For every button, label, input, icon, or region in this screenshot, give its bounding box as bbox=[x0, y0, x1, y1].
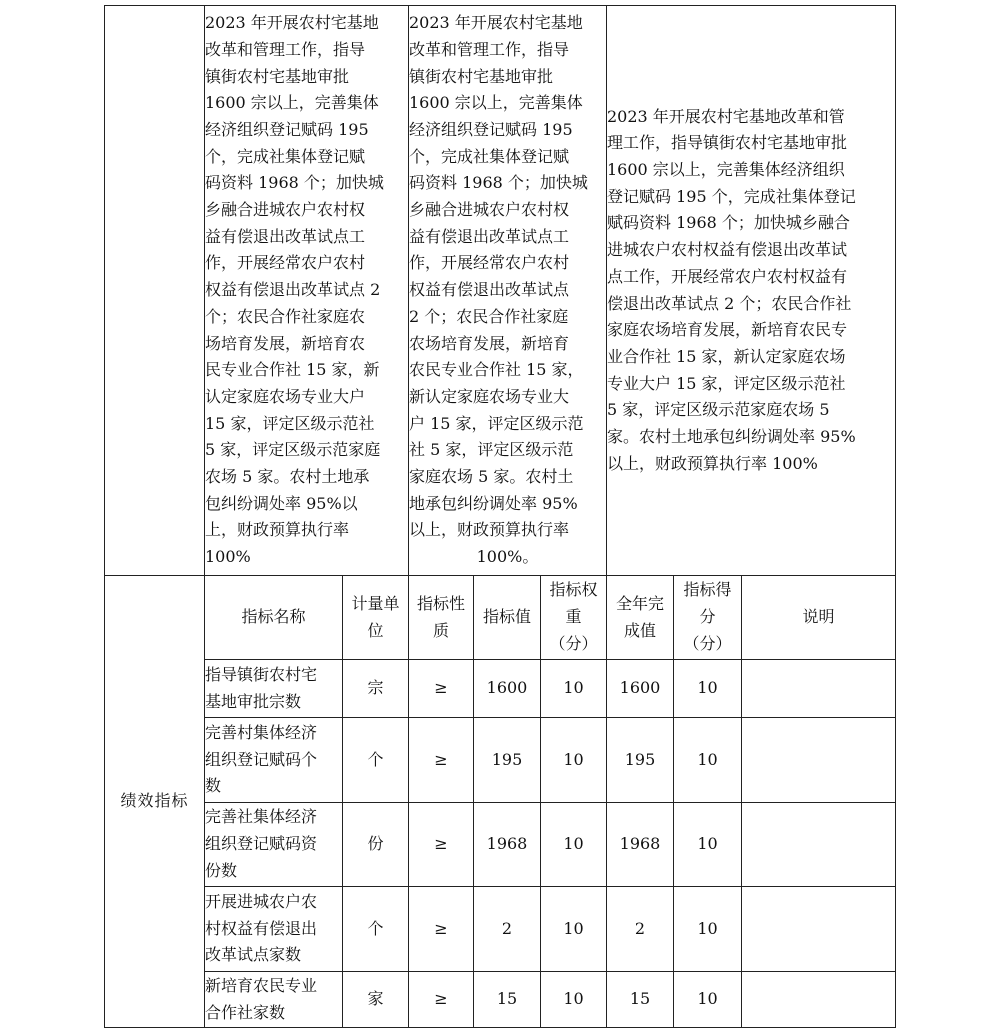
row-weight: 10 bbox=[541, 660, 607, 718]
table-row bbox=[105, 887, 896, 972]
row-name: 新培育农民专业 合作社家数 bbox=[205, 972, 343, 1028]
row-weight: 10 bbox=[541, 887, 607, 972]
row-annual: 1600 bbox=[607, 660, 674, 718]
row-unit: 个 bbox=[343, 887, 409, 972]
goals-row bbox=[105, 6, 896, 576]
row-name: 完善社集体经济 组织登记赋码资 份数 bbox=[205, 803, 343, 887]
row-nature: ≥ bbox=[409, 887, 474, 972]
row-note bbox=[742, 887, 896, 972]
mid-plan-last-line: 100%。 bbox=[476, 547, 539, 567]
header-name: 指标名称 bbox=[205, 576, 343, 660]
row-score: 10 bbox=[674, 803, 742, 887]
table-row bbox=[105, 972, 896, 1028]
row-unit: 个 bbox=[343, 718, 409, 803]
row-annual: 2 bbox=[607, 887, 674, 972]
row-name: 完善村集体经济 组织登记赋码个 数 bbox=[205, 718, 343, 803]
row-value: 195 bbox=[474, 718, 541, 803]
header-nature: 指标性 质 bbox=[409, 576, 474, 660]
row-score: 10 bbox=[674, 718, 742, 803]
row-unit: 宗 bbox=[343, 660, 409, 718]
header-value: 指标值 bbox=[474, 576, 541, 660]
row-note bbox=[742, 803, 896, 887]
goals-side-cell bbox=[105, 6, 205, 576]
header-unit: 计量单 位 bbox=[343, 576, 409, 660]
row-score: 10 bbox=[674, 887, 742, 972]
row-value: 1600 bbox=[474, 660, 541, 718]
row-nature: ≥ bbox=[409, 660, 474, 718]
row-name: 开展进城农户农 村权益有偿退出 改革试点家数 bbox=[205, 887, 343, 972]
row-note bbox=[742, 718, 896, 803]
row-value: 15 bbox=[474, 972, 541, 1028]
performance-table bbox=[104, 5, 896, 1028]
table-row bbox=[105, 803, 896, 887]
row-value: 1968 bbox=[474, 803, 541, 887]
row-nature: ≥ bbox=[409, 972, 474, 1028]
row-annual: 15 bbox=[607, 972, 674, 1028]
header-note: 说明 bbox=[742, 576, 896, 660]
table-row bbox=[105, 718, 896, 803]
row-weight: 10 bbox=[541, 718, 607, 803]
table-row bbox=[105, 660, 896, 718]
row-score: 10 bbox=[674, 660, 742, 718]
row-annual: 1968 bbox=[607, 803, 674, 887]
completion-text: 2023 年开展农村宅基地改革和管 理工作，指导镇街农村宅基地审批 1600 宗以上，完善集体经济组织 登记赋码 195 个，完成社集体登记 赋码资料 1968 个；加快城乡融合 进城农户农村权益有偿退出改革试 点工作，开展经常农户农村权益有 偿退出改革试点 2 个；农民合作社 家庭农场培育发展，新培育农民专 业合作社 15 家，新认定家庭农场 专业大户 15 家，评定区级示范社 5 家，评定区级示范家庭农场 5 家。农村土地承包纠纷调处率 95% 以上，财政预算执行率 100% bbox=[607, 106, 856, 473]
row-unit: 家 bbox=[343, 972, 409, 1028]
row-name: 指导镇街农村宅 基地审批宗数 bbox=[205, 660, 343, 718]
annual-plan-text: 2023 年开展农村宅基地 改革和管理工作，指导 镇街农村宅基地审批 1600 宗以上，完善集体 经济组织登记赋码 195 个，完成社集体登记赋 码资料 1968 个；加快城 乡融合进城农户农村权 益有偿退出改革试点工 作，开展经常农户农村 权益有偿退出改革试点 2 个；农民合作社家庭农 场培育发展，新培育农 民专业合作社 15 家，新 认定家庭农场专业大户 15 家，评定区级示范社 5 家，评定区级示范家庭 农场 5 家。农村土地承 包纠纷调处率 95%以 上，财政预算执行率 100% bbox=[205, 13, 384, 567]
row-weight: 10 bbox=[541, 803, 607, 887]
row-weight: 10 bbox=[541, 972, 607, 1028]
performance-label: 绩效指标 bbox=[105, 576, 205, 1028]
completion-cell bbox=[607, 6, 896, 576]
row-note bbox=[742, 972, 896, 1028]
header-annual: 全年完 成值 bbox=[607, 576, 674, 660]
row-score: 10 bbox=[674, 972, 742, 1028]
row-nature: ≥ bbox=[409, 718, 474, 803]
header-row bbox=[105, 576, 896, 660]
row-unit: 份 bbox=[343, 803, 409, 887]
annual-plan-cell bbox=[205, 6, 409, 576]
mid-plan-cell bbox=[409, 6, 607, 576]
row-value: 2 bbox=[474, 887, 541, 972]
row-nature: ≥ bbox=[409, 803, 474, 887]
header-weight: 指标权 重 （分） bbox=[541, 576, 607, 660]
row-note bbox=[742, 660, 896, 718]
header-score: 指标得 分 （分） bbox=[674, 576, 742, 660]
mid-plan-text: 2023 年开展农村宅基地 改革和管理工作，指导 镇街农村宅基地审批 1600 宗以上，完善集体 经济组织登记赋码 195 个，完成社集体登记赋 码资料 1968 个；加快城 乡融合进城农户农村权 益有偿退出改革试点工 作，开展经常农户农村 权益有偿退出改革试点 2 个；农民合作社家庭 农场培育发展，新培育 农民专业合作社 15 家， 新认定家庭农场专业大 户 15 家，评定区级示范 社 5 家，评定区级示范 家庭农场 5 家。农村土 地承包纠纷调处率 95% 以上，财政预算执行率 bbox=[409, 13, 588, 540]
row-annual: 195 bbox=[607, 718, 674, 803]
